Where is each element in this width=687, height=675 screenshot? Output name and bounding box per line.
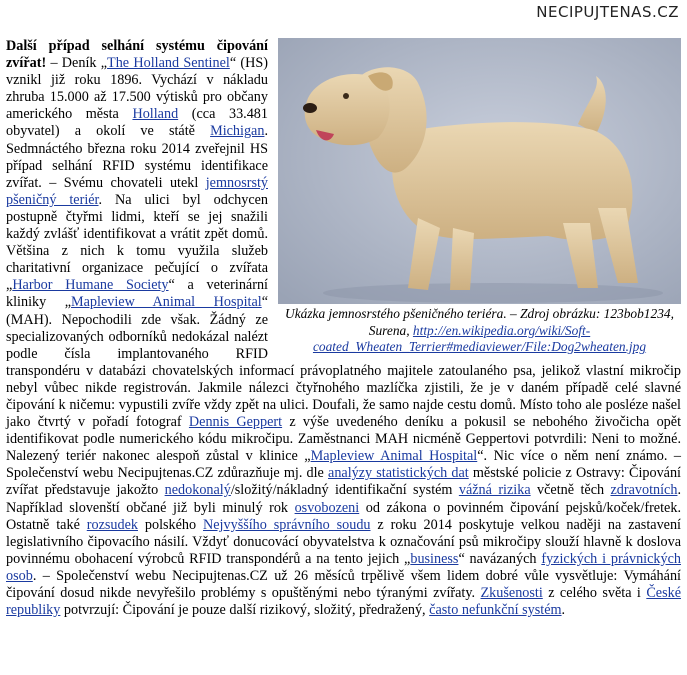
link-imperfect[interactable]: nedokonalý	[164, 482, 231, 499]
text-segment: /složitý/nákladný identifikační systém	[230, 482, 459, 499]
text-segment: .	[561, 602, 566, 619]
text-segment: “ a veterinární kliniky „	[6, 277, 268, 311]
dog-photo	[278, 38, 681, 304]
link-harbor-humane-society[interactable]: Harbor Humane Society	[12, 277, 169, 294]
site-title[interactable]: NECIPUJTENAS.CZ	[536, 3, 679, 21]
link-nonfunctional-system[interactable]: často nefunkční systém	[429, 602, 562, 619]
text-segment: (cca 33.481 obyvatel) a okolí ve státě	[6, 106, 268, 140]
link-serious-risks[interactable]: vážná rizika	[458, 482, 531, 499]
text-segment: “ (MAH). Nepochodili zde však. Žádný ze specializovaných odborníků nedokázal nalézt podle čísla implantovaného RFID transpondéru v databázi chovatelských informací právoplatného majitele zatoulaného psa, jelikož vlastní mikročip nebyl vůbec nikde registrován. Jakmile nálezci čtyřnohého mazlíčka zjistili, že je v daném případě celé slavné čipování k ničemu: vypustili zvíře vždy zpět na ulici. Doufali, že samo najde cestu domů. Místo toho ale posléze našel jako čtvrtý v pořadí fotograf	[6, 294, 681, 431]
text-segment: od zákona o povinném čipování pejsků/koček/fretek. Ostatně také	[6, 499, 681, 533]
figure	[278, 38, 681, 356]
figure-caption	[278, 304, 681, 356]
text-segment: z roku 2014 poskytuje velkou naději na zastavení legislativního čipovacího násilí. Vždyť donucovácí obyvatelstva k označování psů mikročipy slouží hlavně k doslova povinnému obohacení výrobců RFID transpondérů a na tento jejich „	[6, 516, 681, 567]
link-mapleview-hospital[interactable]: Mapleview Animal Hospital	[71, 294, 262, 311]
text-segment: . Sedmnáctého března roku 2014 zveřejnil HS případ selhání RFID systému identifikace zvířat. – Svému chovateli utekl	[6, 123, 268, 191]
text-segment: včetně těch	[530, 482, 611, 499]
link-holland-sentinel[interactable]: The Holland Sentinel	[107, 55, 230, 72]
text-segment: . Například slovenští občané již byli minulý rok	[6, 482, 681, 516]
link-health[interactable]: zdravotních	[610, 482, 678, 499]
link-mapleview-hospital-2[interactable]: Mapleview Animal Hospital	[310, 448, 478, 465]
link-dennis-geppert[interactable]: Dennis Geppert	[188, 414, 283, 431]
caption-text: Ukázka jemnosrstého pšeničného teriéra. – Zdroj obrázku: 123bob1234, Surena,	[285, 306, 674, 338]
link-wheaten-terrier[interactable]: jemnosrstý pšeničný teriér	[6, 174, 268, 208]
text-segment: – Deník „	[46, 55, 108, 72]
text-segment: polského	[137, 516, 204, 533]
link-experiences[interactable]: Zkušenosti	[480, 585, 543, 601]
text-segment: “. Nic více o něm není známo. – Společenství webu Necipujtenas.CZ zdůrazňuje mj. dle	[6, 448, 682, 482]
article-title: Další případ selhání systému čipování zvířat!	[6, 38, 268, 72]
link-persons[interactable]: fyzických i právnických osob	[6, 550, 681, 584]
text-segment: . – Společenství webu Necipujtenas.CZ už 26 měsíců trpělivě všem lidem dobré vůle vysvětluje: Vymáhání čipování dosud nikde nevyřešilo problémy s opuštěnými nebo týranými zvířaty.	[6, 567, 681, 601]
link-holland[interactable]: Holland	[132, 106, 179, 123]
text-segment: “ navázaných	[458, 550, 542, 567]
link-verdict[interactable]: rozsudek	[86, 516, 138, 533]
link-supreme-court[interactable]: Nejvyššího správního soudu	[203, 516, 371, 533]
caption-source-link[interactable]: http://en.wikipedia.org/wiki/Soft-coated_Wheaten_Terrier#mediaviewer/File:Dog2wheaten.jpg	[312, 322, 647, 354]
text-segment: z celého světa i	[542, 585, 647, 601]
text-segment: potvrzují: Čipování je pouze další rizikový, složitý, předražený,	[60, 602, 430, 619]
link-michigan[interactable]: Michigan	[210, 123, 265, 140]
article-body	[6, 38, 681, 619]
link-czech-republic[interactable]: České republiky	[6, 585, 681, 619]
link-business[interactable]: business	[410, 550, 459, 567]
text-segment: “ (HS) vznikl již roku 1896. Vychází v nákladu zhruba 15.000 až 17.500 výtisků pro občany amerického města	[6, 55, 268, 123]
text-segment: městské policie z Ostravy: Čipování zvířat představuje jakožto	[6, 465, 682, 499]
link-exempted[interactable]: osvobozeni	[294, 499, 360, 516]
text-segment: . Na ulici byl odchycen postupně čtyřmi lidmi, kteří se jej snažili každý zvlášť identifikovat a vrátit zpět domů. Většina z nich k tomu využila služeb charitativní organizace pečující o zvířata „	[6, 191, 269, 294]
text-segment: z výše uvedeného deníku a pokusil se nebohého živočicha opět identifikovat podle numerického kódu mikročipu. Zaměstnanci MAH nicméně Geppertovi potvrdili: Neni to možné. Nalezený teriér nakonec alespoň zůstal v klinice „	[6, 414, 682, 465]
link-statistics-analysis[interactable]: analýzy statistických dat	[328, 465, 469, 482]
